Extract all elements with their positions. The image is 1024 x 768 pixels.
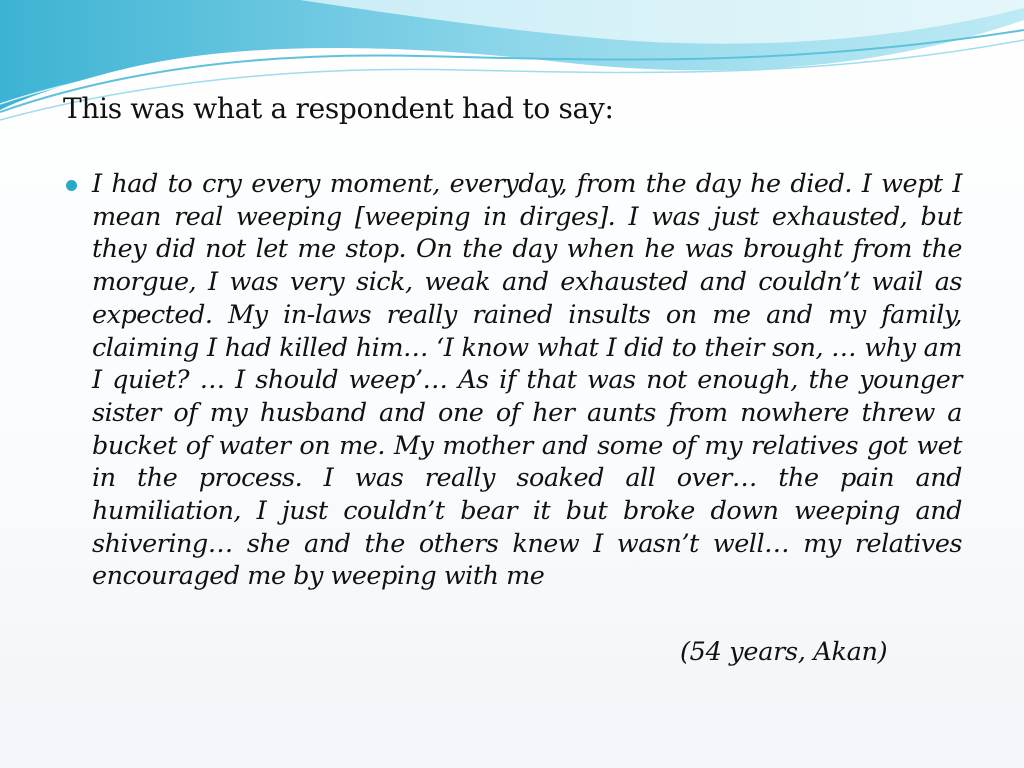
quote-attribution: (54 years, Akan) [680,637,888,667]
respondent-quote: I had to cry every moment, everyday, from the day he died. I wept I mean real weeping [weeping in dirges]. I was just exhausted, but they did not let me stop. On the day when he was brought from the morgue, I was very sick, weak and exhausted and couldn’t wail as expected. My in-laws really rained insults on me and my family, claiming I had killed him… ‘I know what I did to their son, … why am I quiet? … I should weep’… As if that was not enough, the younger sister of my husband and one of her aunts from nowhere threw a bucket of water on me. My mother and some of my relatives got wet in the process. I was really soaked all over… the pain and humiliation, I just couldn’t bear it but broke down weeping and shivering… she and the others knew I wasn’t well… my relatives encouraged me by weeping with me [92,169,962,592]
bullet-icon [66,180,77,191]
slide-intro-heading: This was what a respondent had to say: [63,92,614,125]
